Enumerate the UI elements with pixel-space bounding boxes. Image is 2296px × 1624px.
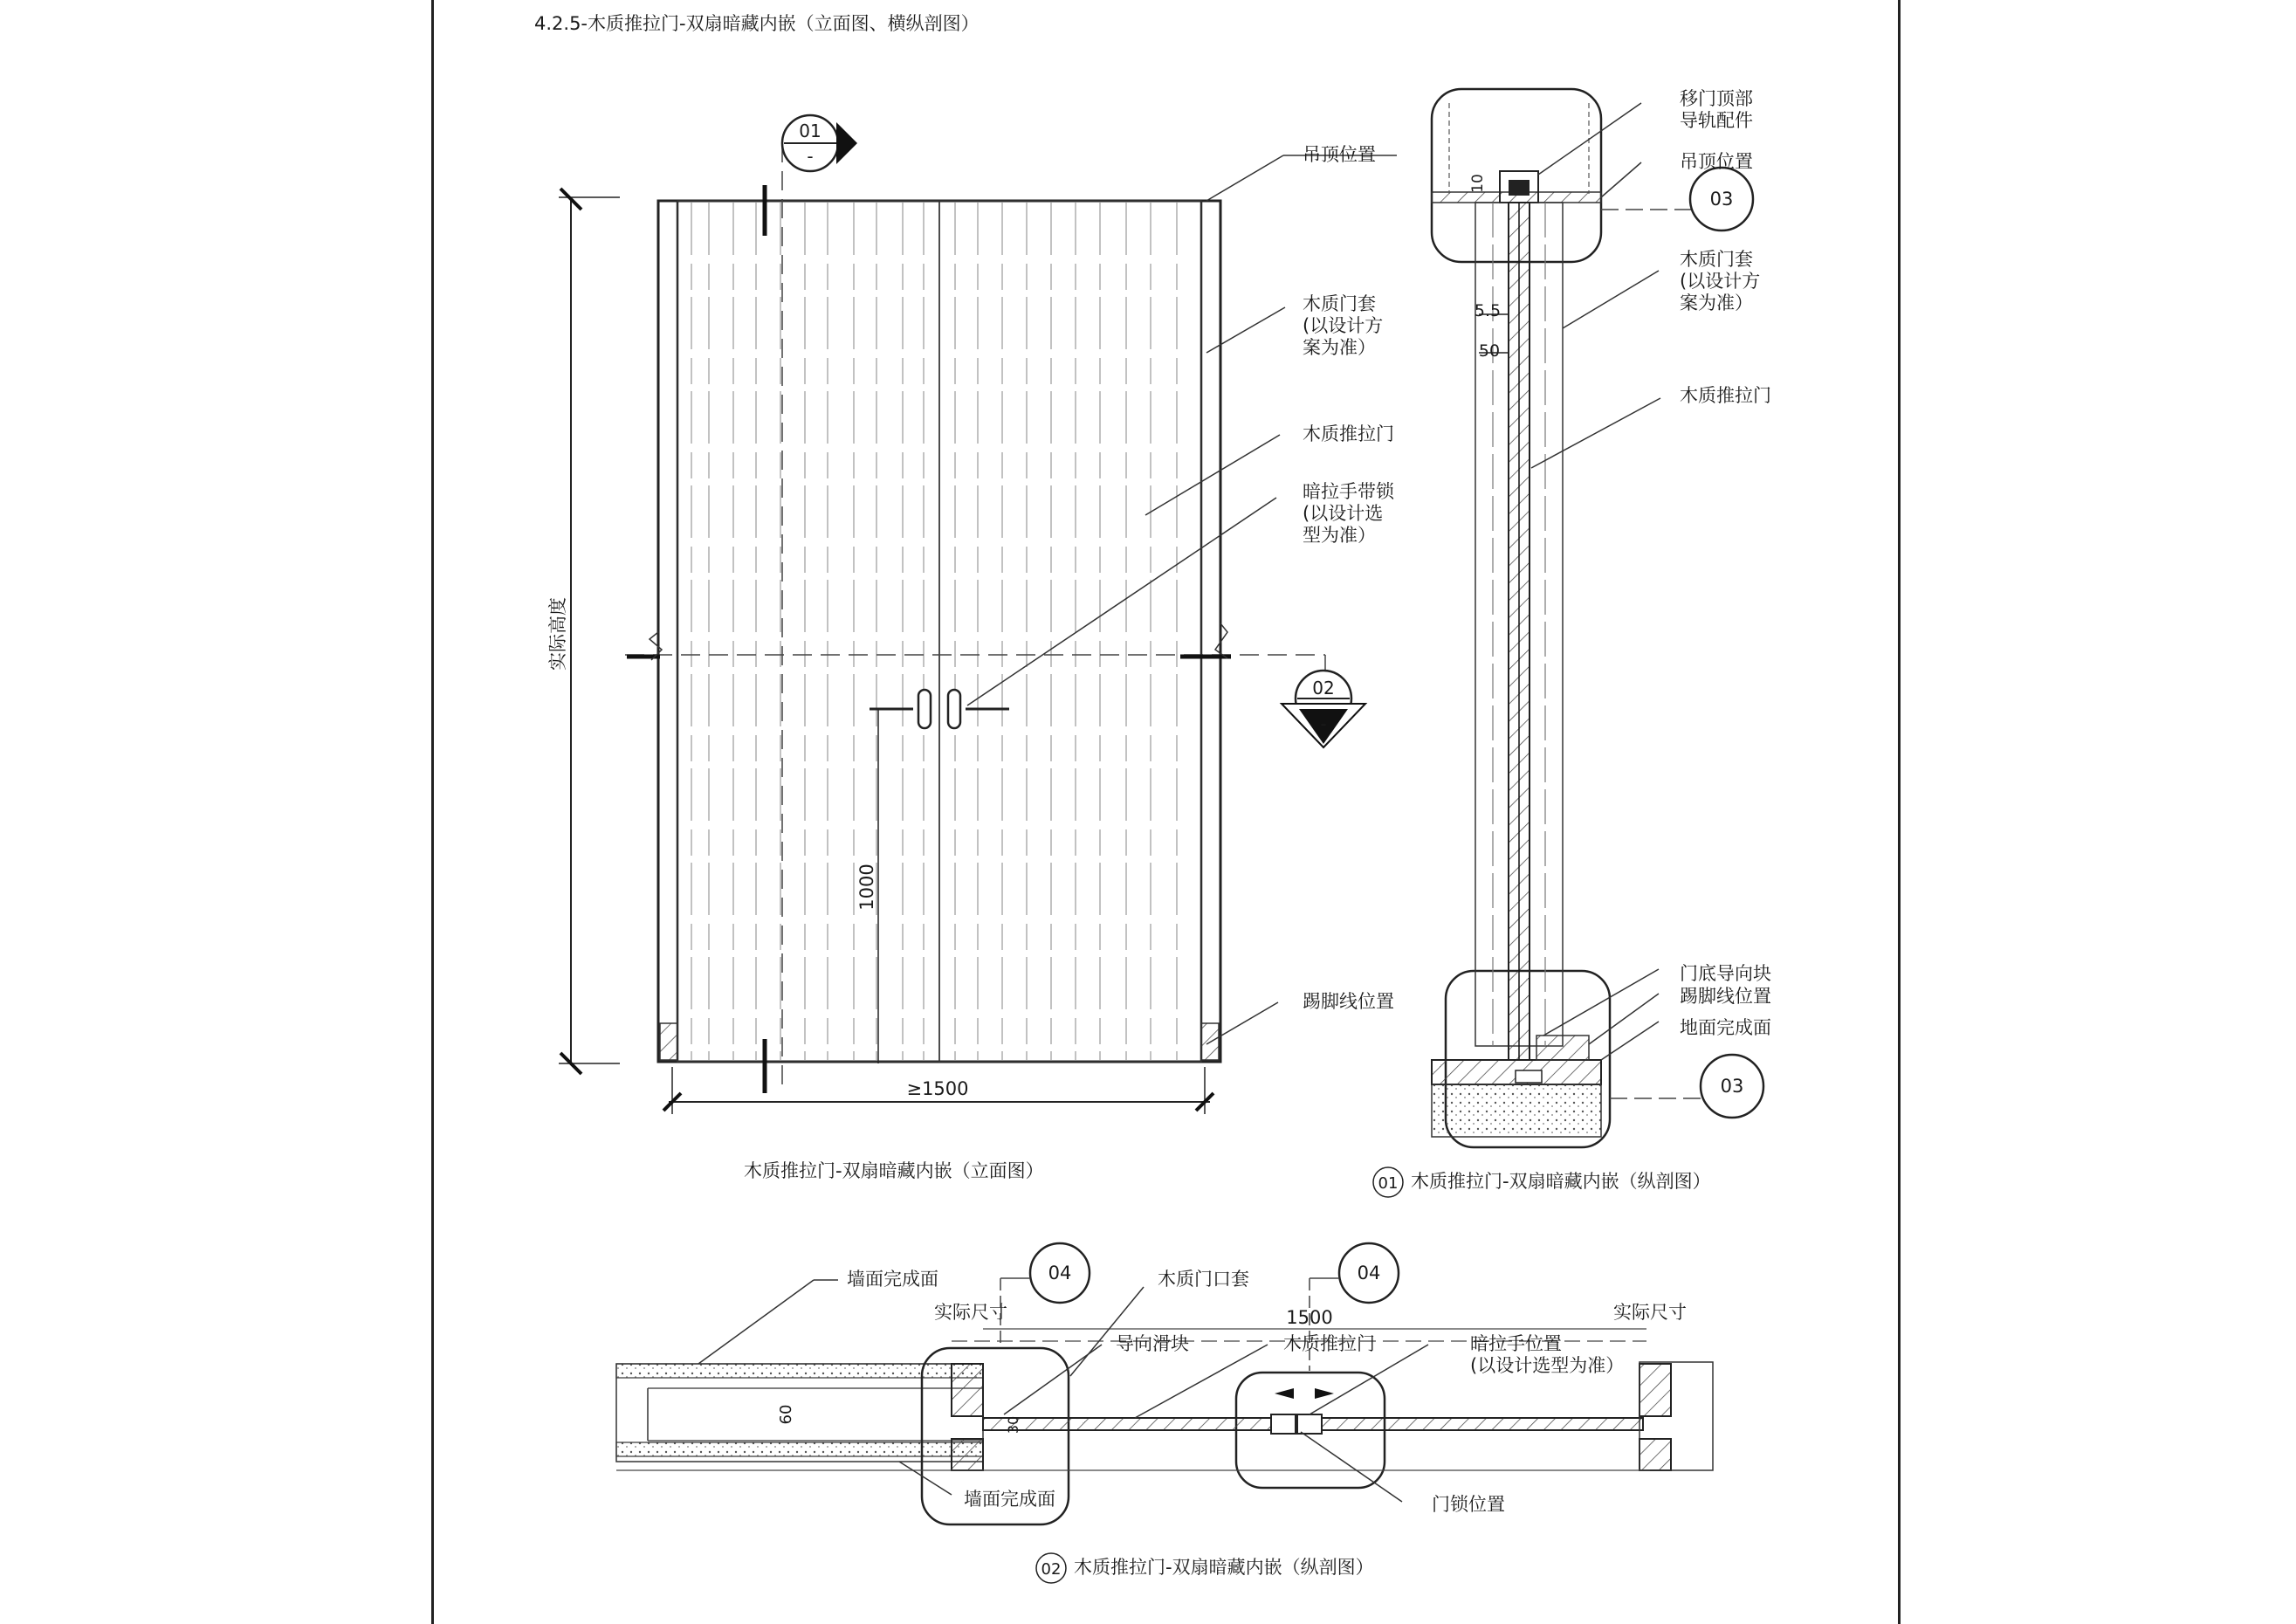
- svg-text:10: 10: [1469, 174, 1487, 193]
- svg-text:50: 50: [1478, 341, 1501, 361]
- elevation-caption: 木质推拉门-双扇暗藏内嵌（立面图）: [744, 1160, 1044, 1181]
- svg-text:-: -: [1320, 713, 1327, 734]
- door-leaf-h-right: [1296, 1418, 1643, 1430]
- handle-height-dimension: 1000: [856, 864, 877, 911]
- label-door-frame-1: 木质门套: [1303, 293, 1376, 314]
- label-ceiling-v: 吊顶位置: [1680, 151, 1753, 172]
- label-door-frame-3: 案为准）: [1303, 337, 1376, 358]
- door-leaf-h-left: [983, 1418, 1292, 1430]
- svg-text:04: 04: [1048, 1263, 1072, 1283]
- label-wall-finish-bottom: 墙面完成面: [964, 1489, 1055, 1510]
- width-dimension: ≥1500: [906, 1078, 969, 1099]
- door-leaf-right: [939, 201, 1201, 1062]
- door-leaf-left: [677, 201, 939, 1062]
- svg-text:02: 02: [1312, 678, 1335, 698]
- label-skirting-v: 踢脚线位置: [1680, 986, 1771, 1007]
- label-door-frame-2: (以设计方: [1303, 315, 1384, 336]
- dim-rail: 30: [1005, 1415, 1021, 1435]
- label-frame-v-2: (以设计方: [1680, 271, 1761, 292]
- label-sliding-door: 木质推拉门: [1303, 423, 1394, 444]
- dim-gap-left: 实际尺寸: [934, 1302, 1007, 1323]
- section-h-caption-num: 02: [1041, 1560, 1062, 1579]
- label-door-h: 木质推拉门: [1283, 1333, 1375, 1354]
- svg-text:5.5: 5.5: [1474, 301, 1502, 320]
- label-handle-3: 型为准）: [1303, 525, 1376, 546]
- dim-wall: 60: [777, 1404, 795, 1425]
- label-guide-block: 门底导向块: [1680, 963, 1771, 984]
- label-frame-v-1: 木质门套: [1680, 249, 1753, 270]
- section-title: 4.2.5-木质推拉门-双扇暗藏内嵌（立面图、横纵剖图）: [534, 13, 980, 34]
- handle-left: [918, 690, 931, 728]
- horizontal-section-view: [616, 1243, 1713, 1583]
- label-wall-finish-top: 墙面完成面: [847, 1269, 938, 1290]
- label-handle-1: 暗拉手带锁: [1303, 481, 1394, 502]
- label-handle-h-1: 暗拉手位置: [1470, 1333, 1562, 1354]
- dim-width-h: 1500: [1286, 1307, 1333, 1328]
- wood-grain: [691, 203, 1177, 1060]
- height-dimension-label: 实际高度: [547, 597, 568, 671]
- section-v-caption-num: 01: [1378, 1174, 1399, 1193]
- label-floor-finish: 地面完成面: [1680, 1017, 1771, 1038]
- label-track-2: 导轨配件: [1680, 110, 1753, 131]
- vertical-section-view: [1373, 88, 1771, 1197]
- svg-text:03: 03: [1709, 189, 1734, 210]
- label-door-v: 木质推拉门: [1680, 385, 1771, 406]
- label-handle-2: (以设计选: [1303, 503, 1384, 524]
- label-lock: 门锁位置: [1432, 1494, 1505, 1515]
- section-h-caption: 木质推拉门-双扇暗藏内嵌（纵剖图）: [1074, 1557, 1374, 1578]
- section-v-caption: 木质推拉门-双扇暗藏内嵌（纵剖图）: [1411, 1171, 1711, 1192]
- label-skirting: 踢脚线位置: [1303, 991, 1394, 1012]
- dim-gap-right: 实际尺寸: [1613, 1302, 1687, 1323]
- callout-01-elevation: [782, 115, 857, 171]
- label-frame-v-3: 案为准）: [1680, 292, 1753, 313]
- label-ceiling-position: 吊顶位置: [1303, 144, 1376, 165]
- svg-text:03: 03: [1720, 1076, 1744, 1097]
- handle-right: [948, 690, 960, 728]
- label-handle-h-2: (以设计选型为准）: [1470, 1355, 1625, 1376]
- svg-text:-: -: [807, 146, 814, 167]
- label-slider: 导向滑块: [1116, 1333, 1189, 1354]
- svg-text:01: 01: [799, 120, 821, 141]
- label-track-1: 移门顶部: [1680, 88, 1753, 109]
- svg-text:04: 04: [1357, 1263, 1381, 1283]
- elevation-view: [547, 115, 1397, 1181]
- callout-02-elevation: [1282, 671, 1365, 747]
- label-frame-h: 木质门口套: [1158, 1269, 1249, 1290]
- skirting-left: [660, 1023, 677, 1060]
